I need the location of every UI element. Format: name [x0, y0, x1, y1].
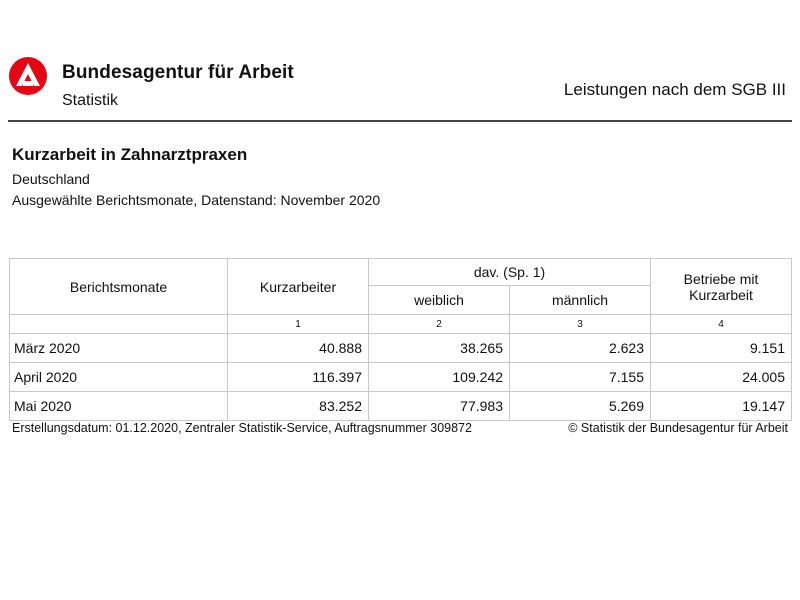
table-row: [10, 392, 792, 421]
header-workers: Kurzarbeiter: [228, 259, 369, 315]
row-male: 2.623: [510, 334, 651, 363]
table-row: [10, 334, 792, 363]
row-workers: 83.252: [228, 392, 369, 421]
row-month: März 2020: [10, 334, 228, 363]
header-colnum-3: 3: [510, 315, 651, 334]
row-female: 77.983: [369, 392, 510, 421]
report-subtitle: Ausgewählte Berichtsmonate, Datenstand: November 2020: [12, 192, 381, 208]
row-female: 38.265: [369, 334, 510, 363]
header-firms: Betriebe mit Kurzarbeit: [651, 259, 792, 315]
row-month: April 2020: [10, 363, 228, 392]
row-month: Mai 2020: [10, 392, 228, 421]
header-colnum-1: 1: [228, 315, 369, 334]
header-colnum-empty: [10, 315, 228, 334]
org-subtitle: Statistik: [62, 92, 119, 109]
ba-logo-icon: [8, 56, 48, 96]
copyright-note: © Statistik der Bundesagentur für Arbeit: [568, 421, 788, 435]
org-name: Bundesagentur für Arbeit: [62, 62, 294, 83]
page-header: [0, 0, 800, 122]
row-female: 109.242: [369, 363, 510, 392]
series-title: Leistungen nach dem SGB III: [563, 80, 786, 99]
header-colnum-4: 4: [651, 315, 792, 334]
header-month: Berichtsmonate: [10, 259, 228, 315]
row-male: 7.155: [510, 363, 651, 392]
row-male: 5.269: [510, 392, 651, 421]
report-title: Kurzarbeit in Zahnarztpraxen: [12, 145, 248, 164]
row-firms: 9.151: [651, 334, 792, 363]
header-divider: [8, 120, 792, 122]
data-table: [9, 258, 792, 421]
header-female: weiblich: [369, 286, 510, 315]
header-group: dav. (Sp. 1): [369, 259, 651, 286]
header-colnum-2: 2: [369, 315, 510, 334]
row-firms: 19.147: [651, 392, 792, 421]
creation-info: Erstellungsdatum: 01.12.2020, Zentraler Statistik-Service, Auftragsnummer 309872: [12, 421, 472, 435]
report-region: Deutschland: [12, 171, 90, 187]
row-firms: 24.005: [651, 363, 792, 392]
row-workers: 40.888: [228, 334, 369, 363]
table-row: [10, 363, 792, 392]
row-workers: 116.397: [228, 363, 369, 392]
header-male: männlich: [510, 286, 651, 315]
